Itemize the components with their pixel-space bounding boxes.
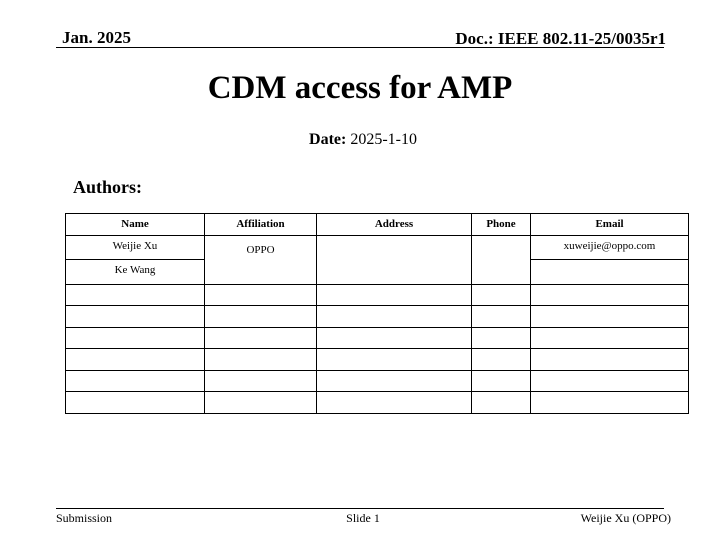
cell-address (317, 284, 472, 306)
cell-phone (472, 392, 531, 414)
cell-address (317, 349, 472, 371)
column-header-address: Address (317, 214, 472, 236)
cell-phone (472, 327, 531, 349)
cell-name (66, 392, 205, 414)
cell-email (531, 392, 689, 414)
cell-affiliation (205, 392, 317, 414)
cell-email (531, 349, 689, 371)
cell-affiliation (205, 370, 317, 392)
slide-title: CDM access for AMP (207, 70, 513, 106)
cell-name (66, 284, 205, 306)
cell-email (531, 284, 689, 306)
cell-affiliation (205, 284, 317, 306)
footer-slide-number: Slide 1 (346, 511, 380, 525)
cell-email: xuweijie@oppo.com (531, 235, 689, 260)
footer-divider (56, 508, 664, 509)
cell-address (317, 392, 472, 414)
date-label: Date: (309, 131, 347, 148)
column-header-email: Email (531, 214, 689, 236)
cell-affiliation (205, 349, 317, 371)
cell-phone (472, 235, 531, 284)
cell-affiliation (205, 327, 317, 349)
table-row (66, 284, 689, 306)
column-header-name: Name (66, 214, 205, 236)
table-row (66, 349, 689, 371)
header-doc-id: Doc.: IEEE 802.11-25/0035r1 (455, 29, 666, 48)
table-row (66, 306, 689, 328)
cell-address (317, 306, 472, 328)
cell-email (531, 370, 689, 392)
header-date: Jan. 2025 (62, 28, 131, 47)
column-header-affiliation: Affiliation (205, 214, 317, 236)
date-line (0, 131, 720, 149)
footer-submission: Submission (56, 511, 113, 525)
footer-author: Weijie Xu (OPPO) (580, 511, 671, 525)
cell-name (66, 349, 205, 371)
cell-name (66, 327, 205, 349)
table-row (66, 235, 689, 260)
cell-email (531, 306, 689, 328)
date-value: 2025-1-10 (350, 131, 417, 148)
column-header-phone: Phone (472, 214, 531, 236)
table-row (66, 392, 689, 414)
cell-name: Ke Wang (66, 260, 205, 285)
cell-name (66, 370, 205, 392)
authors-heading: Authors: (73, 177, 143, 197)
cell-phone (472, 370, 531, 392)
cell-name: Weijie Xu (66, 235, 205, 260)
authors-table (65, 213, 689, 414)
cell-address (317, 370, 472, 392)
cell-address (317, 235, 472, 284)
table-row (66, 370, 689, 392)
cell-phone (472, 306, 531, 328)
cell-address (317, 327, 472, 349)
cell-phone (472, 349, 531, 371)
cell-email (531, 327, 689, 349)
cell-phone (472, 284, 531, 306)
table-row (66, 327, 689, 349)
cell-affiliation (205, 306, 317, 328)
table-header-row (66, 214, 689, 236)
cell-email (531, 260, 689, 285)
cell-name (66, 306, 205, 328)
cell-affiliation: OPPO (205, 235, 317, 284)
header-divider (56, 47, 664, 48)
